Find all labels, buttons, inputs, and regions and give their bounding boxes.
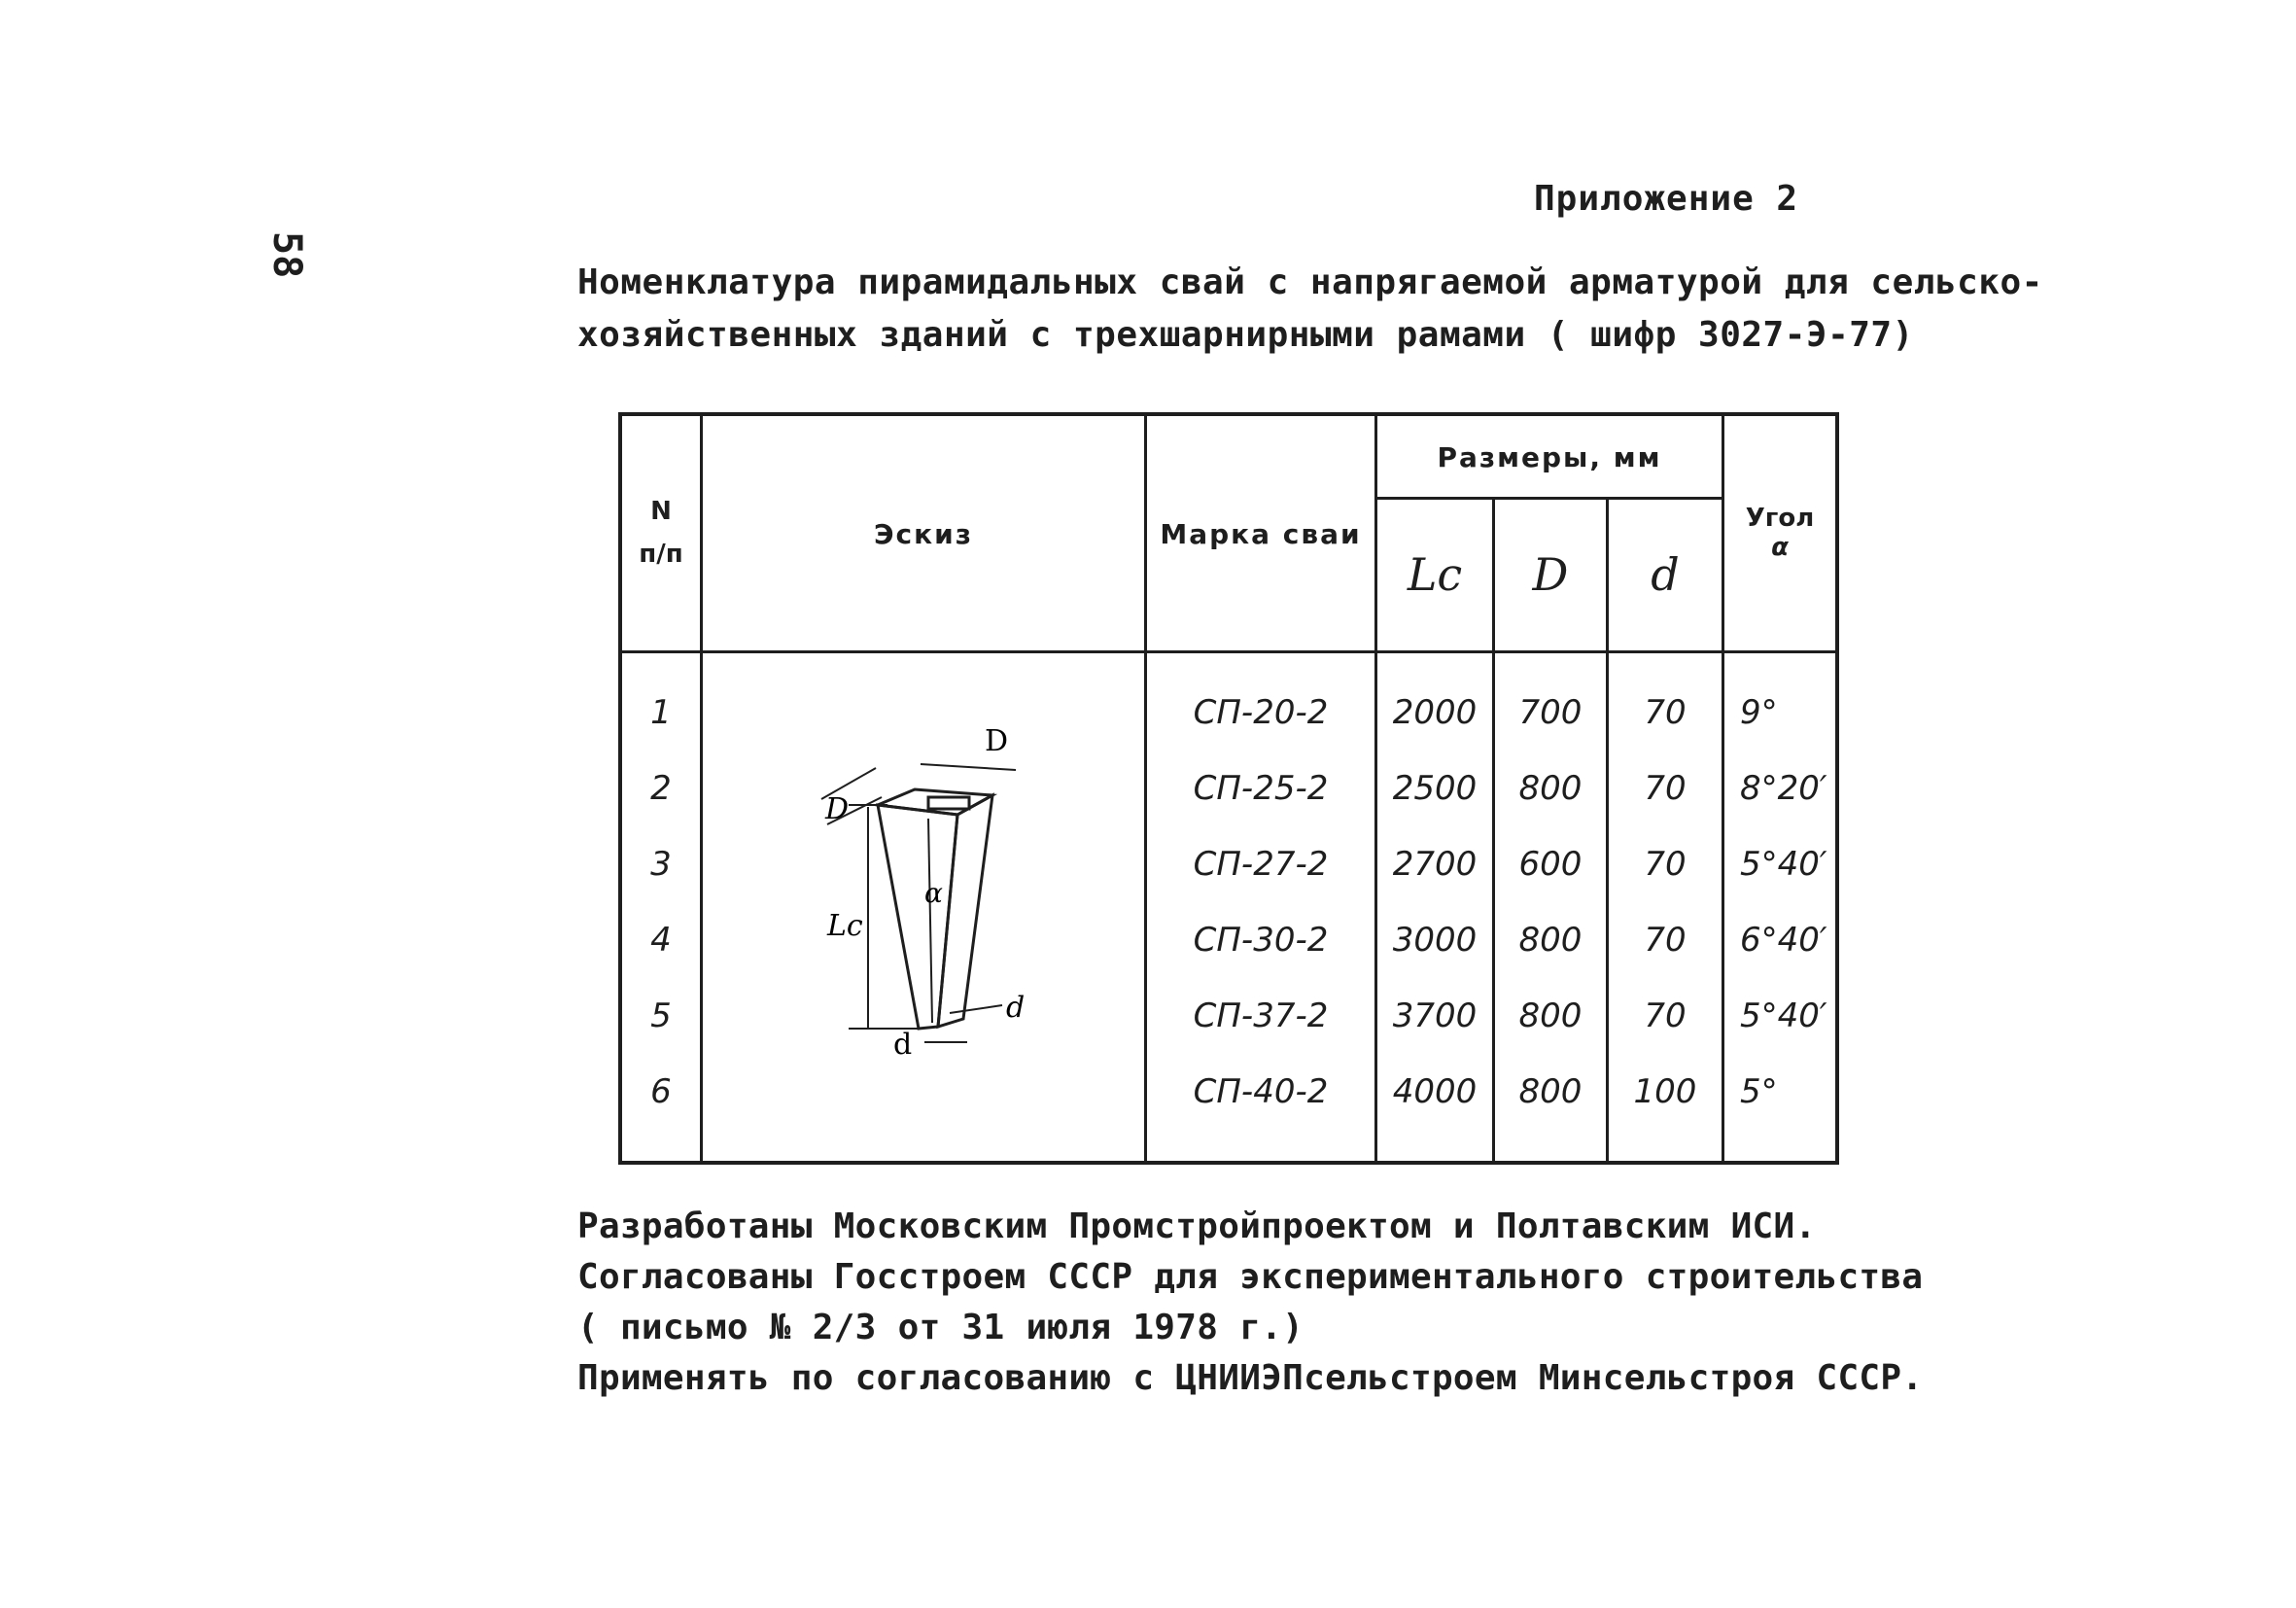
header-angle-label: Угол (1745, 504, 1815, 534)
row-number: 6 (650, 1071, 672, 1111)
row-angle: 9° (1740, 692, 1778, 732)
row-d: 100 (1633, 1071, 1697, 1111)
sketch-label-D-side: D (825, 791, 850, 826)
footer-line: Применять по согласованию с ЦНИИЭПсельстроем Минсельстроя СССР. (577, 1358, 1924, 1398)
row-number: 4 (650, 920, 672, 960)
row-mark: СП-20-2 (1193, 692, 1329, 732)
row-d: 70 (1644, 996, 1687, 1035)
sketch-label-d-right: d (1006, 990, 1026, 1025)
row-number: 3 (650, 844, 672, 884)
col-row-numbers (620, 651, 702, 1163)
row-number: 1 (650, 692, 672, 732)
row-number: 5 (650, 996, 672, 1035)
row-angle: 5°40′ (1740, 996, 1827, 1035)
header-mark-label: Марка сваи (1160, 518, 1362, 551)
approval-notes (577, 1202, 1923, 1404)
col-marks (1146, 651, 1376, 1163)
row-D: 700 (1518, 692, 1583, 732)
row-angle: 5° (1740, 1071, 1778, 1111)
header-angle (1723, 414, 1838, 651)
row-angle: 5°40′ (1740, 844, 1827, 884)
pile-side-face (938, 795, 992, 1027)
header-num-n: N (650, 497, 672, 527)
header-d-label: d (1651, 548, 1680, 601)
row-D: 800 (1518, 768, 1583, 808)
title-line: хозяйственных зданий с трехшарнирными рамами ( шифр 3027-Э-77) (577, 315, 1914, 355)
row-D: 800 (1518, 1071, 1583, 1111)
row-D: 600 (1518, 844, 1583, 884)
sketch-label-Lc: Lc (827, 908, 863, 943)
page-number: 58 (264, 231, 309, 279)
header-num-pp: п/п (639, 540, 683, 570)
sketch-label-d-bottom: d (893, 1027, 913, 1062)
sketch-label-alpha: α (924, 876, 943, 909)
sketch-label-D-top: D (985, 723, 1009, 758)
col-D (1494, 651, 1608, 1163)
title-line: Номенклатура пирамидальных свай с напрягаемой арматурой для сельско- (577, 262, 2043, 302)
row-lc: 4000 (1392, 1071, 1478, 1111)
pile-nomenclature-table (618, 412, 1839, 1165)
footer-line: ( письмо № 2/3 от 31 июля 1978 г.) (577, 1308, 1305, 1347)
header-num (620, 414, 702, 651)
appendix-label: Приложение 2 (1534, 179, 1799, 219)
header-sketch-label: Эскиз (873, 518, 974, 551)
document-title (577, 257, 2043, 362)
col-d (1608, 651, 1723, 1163)
row-lc: 2700 (1392, 844, 1478, 884)
header-sketch (702, 414, 1146, 651)
row-mark: СП-25-2 (1193, 768, 1329, 808)
footer-line: Разработаны Московским Промстройпроектом и Полтавским ИСИ. (577, 1206, 1817, 1246)
header-lc (1376, 498, 1494, 651)
row-lc: 2500 (1392, 768, 1478, 808)
row-D: 800 (1518, 920, 1583, 960)
row-lc: 3000 (1392, 920, 1478, 960)
header-mark (1146, 414, 1376, 651)
pile-front-face (878, 805, 957, 1029)
pile-sketch (703, 653, 1144, 1161)
col-lc (1376, 651, 1494, 1163)
pile-top-slot (928, 797, 969, 809)
row-d: 70 (1644, 920, 1687, 960)
header-D (1494, 498, 1608, 651)
row-angle: 6°40′ (1740, 920, 1827, 960)
row-mark: СП-27-2 (1193, 844, 1329, 884)
header-D-label: D (1532, 548, 1569, 601)
row-D: 800 (1518, 996, 1583, 1035)
row-mark: СП-37-2 (1193, 996, 1329, 1035)
header-angle-symbol: α (1771, 533, 1789, 563)
header-d (1608, 498, 1723, 651)
sketch-cell (702, 651, 1146, 1163)
col-angle (1723, 651, 1838, 1163)
footer-line: Согласованы Госстроем СССР для экспериментального строительства (577, 1257, 1924, 1297)
row-d: 70 (1644, 692, 1687, 732)
header-lc-label: Lc (1407, 548, 1463, 601)
row-lc: 2000 (1392, 692, 1478, 732)
row-number: 2 (650, 768, 672, 808)
row-d: 70 (1644, 844, 1687, 884)
row-mark: СП-30-2 (1193, 920, 1329, 960)
header-dims-group (1376, 414, 1723, 498)
row-mark: СП-40-2 (1193, 1071, 1329, 1111)
row-angle: 8°20′ (1740, 768, 1827, 808)
header-dims-label: Размеры, мм (1437, 441, 1662, 474)
row-d: 70 (1644, 768, 1687, 808)
row-lc: 3700 (1392, 996, 1478, 1035)
